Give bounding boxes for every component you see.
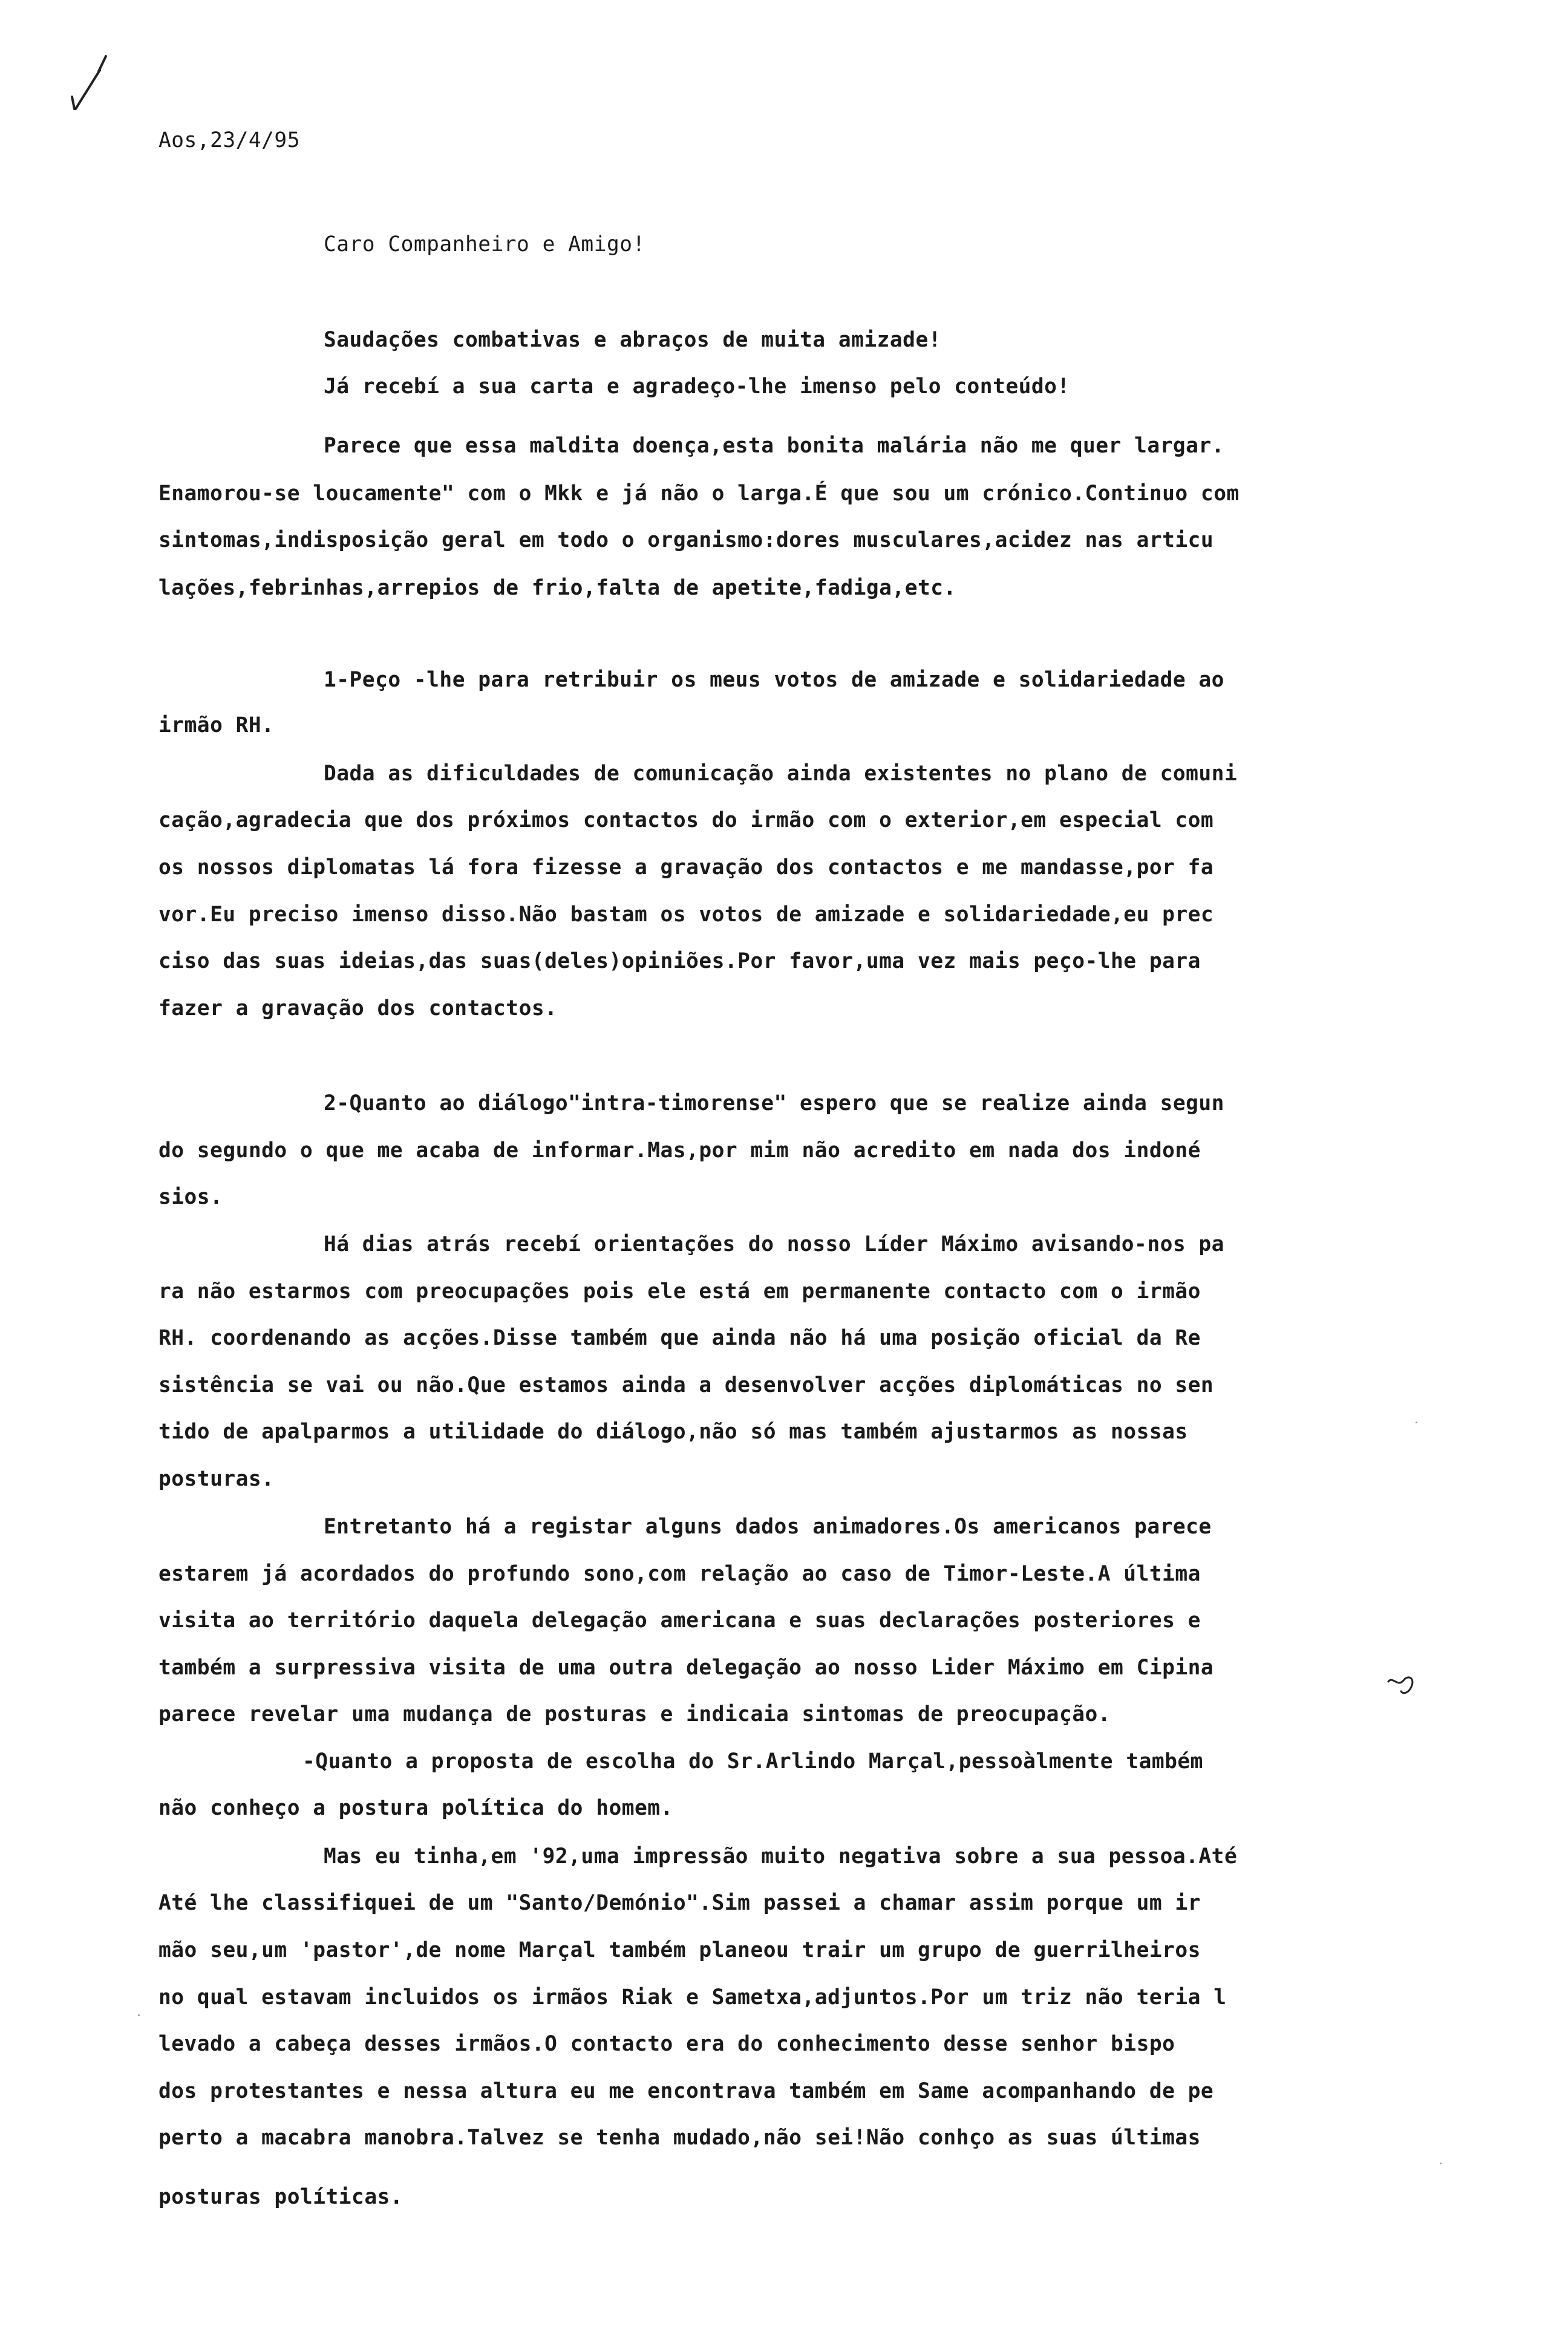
handwritten-slash-mark xyxy=(64,53,118,114)
letter-line: Parece que essa maldita doença,esta bonita malária não me quer largar. xyxy=(324,434,1224,458)
letter-line: 1-Peço -lhe para retribuir os meus votos de amizade e solidariedade ao xyxy=(324,668,1224,692)
letter-line: Há dias atrás recebí orientações do nosso Líder Máximo avisando-nos pa xyxy=(324,1232,1224,1256)
letter-line: do segundo o que me acaba de informar.Mas,por mim não acredito em nada dos indoné xyxy=(158,1138,1201,1163)
letter-line: sios. xyxy=(158,1185,223,1209)
letter-line: Entretanto há a registar alguns dados animadores.Os americanos parece xyxy=(324,1515,1212,1539)
letter-line: -Quanto a proposta de escolha do Sr.Arlindo Marçal,pessoàlmente também xyxy=(302,1749,1203,1774)
salutation: Caro Companheiro e Amigo! xyxy=(324,232,645,256)
letter-line: sintomas,indisposição geral em todo o organismo:dores musculares,acidez nas articu xyxy=(158,528,1214,552)
paper-speck xyxy=(1416,1422,1417,1423)
letter-line: dos protestantes e nessa altura eu me encontrava também em Same acompanhando de pe xyxy=(158,2079,1214,2103)
letter-line: Mas eu tinha,em '92,uma impressão muito negativa sobre a sua pessoa.Até xyxy=(324,1844,1238,1869)
letter-line: não conheço a postura política do homem. xyxy=(158,1796,673,1820)
letter-line: vor.Eu preciso imenso disso.Não bastam os votos de amizade e solidariedade,eu prec xyxy=(158,903,1214,927)
letter-line: ra não estarmos com preocupações pois ele está em permanente contacto com o irmão xyxy=(158,1279,1201,1304)
letter-line: irmão RH. xyxy=(158,713,275,737)
letter-line: perto a macabra manobra.Talvez se tenha mudado,não sei!Não conhço as suas últimas xyxy=(158,2126,1201,2150)
paper-speck xyxy=(138,2014,140,2016)
letter-line: Já recebí a sua carta e agradeço-lhe imenso pelo conteúdo! xyxy=(324,374,1070,399)
letter-line: ciso das suas ideias,das suas(deles)opiniões.Por favor,uma vez mais peço-lhe para xyxy=(158,949,1201,973)
letter-line: tido de apalparmos a utilidade do diálogo,não só mas também ajustarmos as nossas xyxy=(158,1420,1188,1444)
letter-line: os nossos diplomatas lá fora fizesse a gravação dos contactos e me mandasse,por fa xyxy=(158,855,1214,880)
letter-line: estarem já acordados do profundo sono,com relação ao caso de Timor-Leste.A última xyxy=(158,1562,1201,1586)
letter-line: fazer a gravação dos contactos. xyxy=(158,996,558,1020)
letter-line: visita ao território daquela delegação americana e suas declarações posteriores e xyxy=(158,1608,1201,1633)
letter-line: 2-Quanto ao diálogo"intra-timorense" espero que se realize ainda segun xyxy=(324,1091,1224,1115)
dateline: Aos,23/4/95 xyxy=(158,128,300,152)
letter-line: cação,agradecia que dos próximos contactos do irmão com o exterior,em especial com xyxy=(158,808,1214,832)
letter-line: sistência se vai ou não.Que estamos ainda a desenvolver acções diplomáticas no sen xyxy=(158,1373,1214,1397)
letter-line: Enamorou-se loucamente" com o Mkk e já não o larga.É que sou um crónico.Continuo com xyxy=(158,482,1240,506)
letter-line: lações,febrinhas,arrepios de frio,falta de apetite,fadiga,etc. xyxy=(158,576,956,600)
letter-line: posturas. xyxy=(158,1467,275,1491)
letter-line: Até lhe classifiquei de um "Santo/Demónio".Sim passei a chamar assim porque um ir xyxy=(158,1891,1201,1915)
letter-line: no qual estavam incluidos os irmãos Riak e Sametxa,adjuntos.Por um triz não teria l xyxy=(158,1985,1227,2010)
letter-line: parece revelar uma mudança de posturas e indicaia sintomas de preocupação. xyxy=(158,1702,1111,1726)
letter-line: mão seu,um 'pastor',de nome Marçal também planeou trair um grupo de guerrilheiros xyxy=(158,1938,1201,1962)
paper-speck xyxy=(1440,2163,1442,2164)
letter-line: Dada as dificuldades de comunicação ainda existentes no plano de comuni xyxy=(324,762,1238,786)
letter-line: posturas políticas. xyxy=(158,2185,403,2209)
handwritten-margin-squiggle xyxy=(1385,1664,1422,1700)
letter-line: também a surpressiva visita de uma outra delegação ao nosso Lider Máximo em Cipina xyxy=(158,1656,1214,1680)
letter-line: RH. coordenando as acções.Disse também que ainda não há uma posição oficial da Re xyxy=(158,1326,1201,1350)
letter-line: levado a cabeça desses irmãos.O contacto era do conhecimento desse senhor bispo xyxy=(158,2032,1175,2056)
letter-line: Saudações combativas e abraços de muita amizade! xyxy=(324,328,941,352)
